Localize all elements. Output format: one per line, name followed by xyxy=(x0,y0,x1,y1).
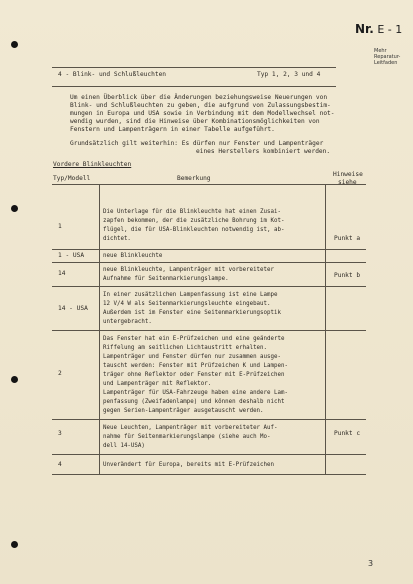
punch-hole xyxy=(11,541,18,548)
punch-hole xyxy=(11,205,18,212)
punch-hole xyxy=(11,41,18,48)
side-label: Mehr Reparatur- Leitfaden xyxy=(374,48,401,66)
section-title: 4 - Blink- und Schlußleuchten xyxy=(58,71,167,78)
page-number: 3 xyxy=(368,559,374,568)
header-type: Typ/Modell xyxy=(53,175,91,182)
header-hints: Hinweise xyxy=(333,171,363,178)
subheading: Vordere Blinkleuchten xyxy=(53,161,132,168)
punch-hole xyxy=(11,376,18,383)
section-types: Typ 1, 2, 3 und 4 xyxy=(257,71,321,78)
header-see: siehe xyxy=(338,179,357,186)
document-page: Nr. E - 1 Mehr Reparatur- Leitfaden 4 - Blink- und Schlußleuchten Typ 1, 2, 3 und 4 Um einen Überblick über die Änderungen beziehungsweise Neuerungen von Blink- und Schlußleuchten zu geben, die aufgrund von Zulassungsbestim- mungen in Europa und USA sowie in Verbindung mit dem Modellwechsel not- wendig wurden, sind die Hinweise über Kombinationsmöglichkeiten von Fenstern und Lampenträgern in einer Tabelle aufgeführt. Grundsätzlich gilt weiterhin: Es dürfen nur Fenster und Lampenträger eines Herstellers kombiniert werden. Vordere Blinkleuchten Typ/Modell Bemerkung Hinweise siehe 1 Die Unterlage für die Blinkleuchte hat einen Zusai- zapfen bekommen, der die zusätzliche Bohrung im Kot- flügel, die für USA-Blinkleuchten notwendig ist, ab- dichtet. Punkt a 1 - USA neue Blinkleuchte 14 neue Blinkleuchte, Lampenträger mit vorbereiteter Aufnahme für Seitenmarkierungslampe. Punkt b 14 - USA In einer zusätzlichen Lampenfassung ist eine Lampe 12 V/4 W als Seitenmarkierungsleuchte eingebaut. Außerdem ist im Fenster eine Seitenmarkierungsoptik untergebracht. 2 Das Fenster hat ein E-Prüfzeichen und eine geänderte Riffelung am seitlichen Lichtaustritt erhalten. Lampenträger und Fenster dürfen nur zusammen ausge- tauscht werden: Fenster mit Prüfzeichen K und Lampen- träger ohne Reflektor oder Fenster mit E-Prüfzeichen und Lampenträger mit Reflektor. Lampenträger für USA-Fahrzeuge haben eine andere Lam- penfassung (Zweifadenlampe) und können deshalb nicht gegen Serien-Lampenträger ausgetauscht werden. 3 Neue Leuchten, Lampenträger mit vorbereiteter Auf- nahme für Seitenmarkierungslampe (siehe auch Mo- dell 14-USA) Punkt c 4 Unverändert für Europa, bereits mit E-Prüfzeichen 3 xyxy=(0,0,413,584)
document-number: Nr. E - 1 xyxy=(355,22,403,36)
header-remark: Bemerkung xyxy=(177,175,211,182)
